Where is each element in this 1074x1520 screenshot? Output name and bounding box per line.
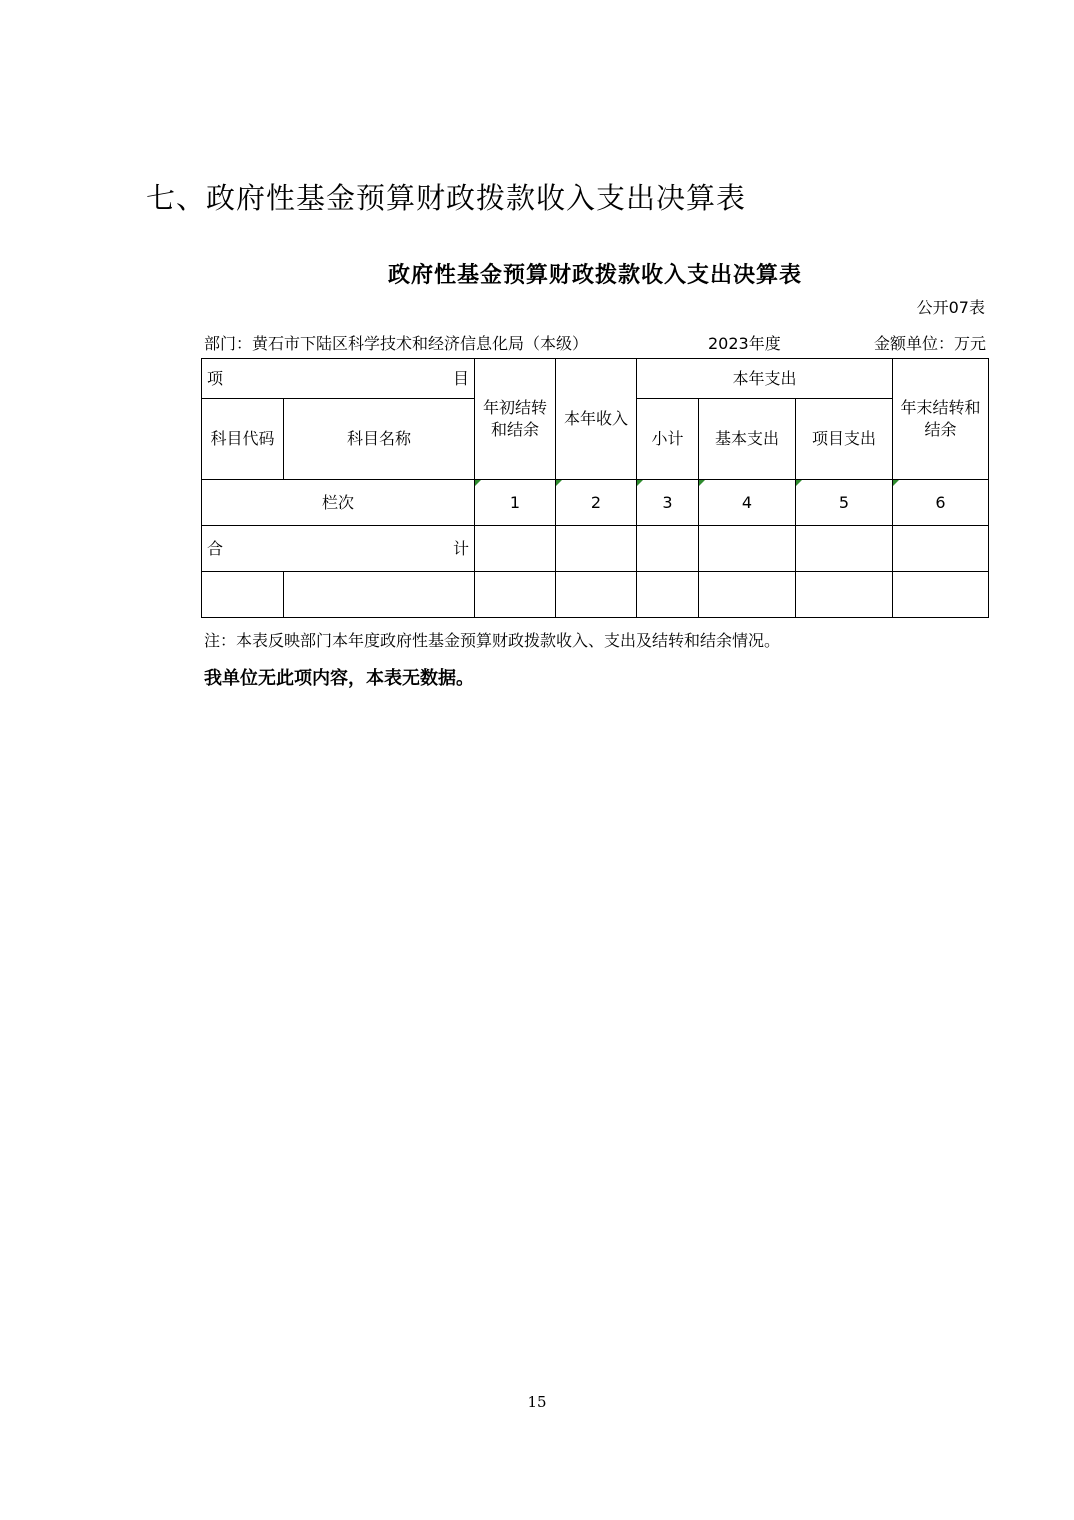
empty-data-row — [202, 572, 989, 618]
name-header: 科目名称 — [284, 399, 475, 480]
cell-marker — [556, 480, 562, 486]
cell-marker — [893, 480, 899, 486]
department-label: 部门：黄石市下陆区科学技术和经济信息化局（本级） — [204, 334, 589, 353]
index-value: 2 — [590, 492, 602, 512]
table-note: 注：本表反映部门本年度政府性基金预算财政拨款收入、支出及结转和结余情况。 — [204, 631, 781, 650]
empty-cell — [202, 572, 284, 618]
index-cell — [699, 480, 796, 526]
page-number: 15 — [527, 1393, 547, 1411]
empty-cell — [893, 572, 989, 618]
index-cell — [556, 480, 637, 526]
total-cell — [475, 526, 556, 572]
cell-marker — [637, 480, 643, 486]
total-label-right: 计 — [452, 538, 469, 558]
begin-balance-header: 年初结转和结余 — [475, 359, 556, 480]
form-code: 公开07表 — [916, 298, 985, 317]
total-label-cell — [202, 526, 475, 572]
report-table — [201, 358, 989, 618]
subtotal-header: 小计 — [637, 399, 699, 480]
index-value: 1 — [509, 492, 521, 512]
index-row — [202, 480, 989, 526]
income-header: 本年收入 — [556, 359, 637, 480]
index-cell — [475, 480, 556, 526]
project-expense-header: 项目支出 — [796, 399, 893, 480]
expense-group-header: 本年支出 — [637, 359, 893, 399]
item-header-left: 项 — [207, 368, 224, 388]
header-row-1 — [202, 359, 989, 399]
index-cell — [796, 480, 893, 526]
table-title: 政府性基金预算财政拨款收入支出决算表 — [387, 263, 802, 288]
cell-marker — [475, 480, 481, 486]
index-value: 6 — [935, 492, 946, 512]
empty-cell — [475, 572, 556, 618]
item-header-right: 目 — [452, 368, 469, 388]
index-cell — [637, 480, 699, 526]
end-balance-header: 年末结转和结余 — [893, 359, 989, 480]
amount-unit: 金额单位：万元 — [873, 334, 986, 353]
empty-cell — [556, 572, 637, 618]
section-heading: 七、政府性基金预算财政拨款收入支出决算表 — [146, 181, 747, 215]
index-label: 栏次 — [202, 480, 475, 526]
meta-row — [204, 331, 986, 353]
total-cell — [637, 526, 699, 572]
index-value: 3 — [662, 492, 673, 512]
index-value: 5 — [838, 492, 850, 512]
basic-expense-header: 基本支出 — [699, 399, 796, 480]
empty-cell — [637, 572, 699, 618]
index-cell — [893, 480, 989, 526]
total-row — [202, 526, 989, 572]
total-cell — [556, 526, 637, 572]
cell-marker — [699, 480, 705, 486]
empty-cell — [699, 572, 796, 618]
empty-cell — [284, 572, 475, 618]
total-cell — [796, 526, 893, 572]
total-label-left: 合 — [207, 538, 224, 558]
item-header-cell — [202, 359, 475, 399]
empty-cell — [796, 572, 893, 618]
cell-marker — [796, 480, 802, 486]
code-header: 科目代码 — [202, 399, 284, 480]
index-value: 4 — [741, 492, 753, 512]
no-data-statement: 我单位无此项内容，本表无数据。 — [204, 668, 474, 689]
total-cell — [893, 526, 989, 572]
total-cell — [699, 526, 796, 572]
fiscal-year: 2023年度 — [708, 334, 781, 353]
